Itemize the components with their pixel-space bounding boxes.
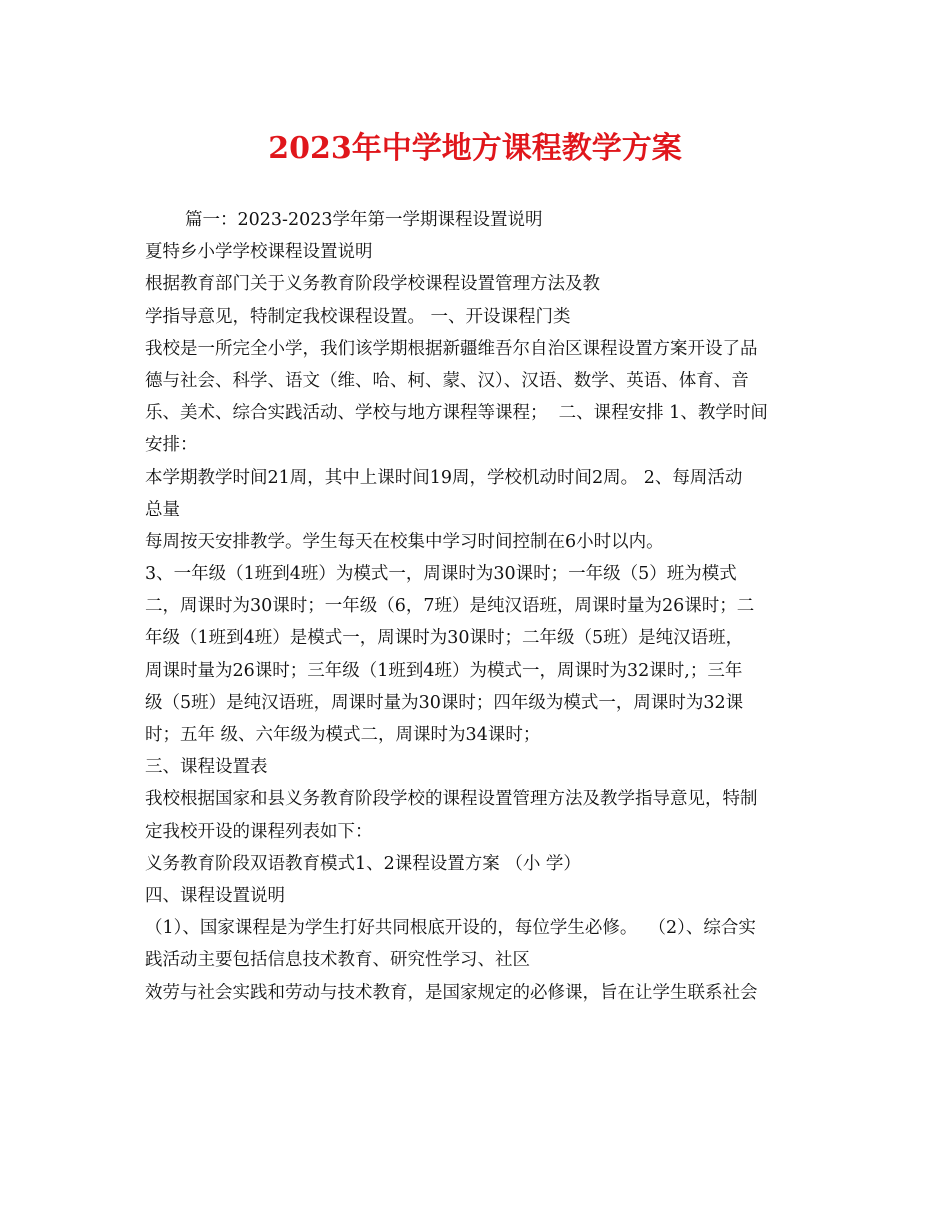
paragraph-line: 每周按天安排教学。学生每天在校集中学习时间控制在6小时以内。: [145, 531, 664, 552]
paragraph-line: 时；五年 级、六年级为模式二，周课时为34课时；: [145, 725, 541, 745]
paragraph-line: 级（5班）是纯汉语班，周课时量为30课时；四年级为模式一，周课时为32课: [145, 692, 744, 713]
paragraph-line: 三、课程设置表: [145, 757, 268, 778]
paragraph-line: 德与社会、科学、语文（维、哈、柯、蒙、汉）、汉语、数学、英语、体育、音: [145, 370, 749, 391]
paragraph-line: 我校根据国家和县义务教育阶段学校的课程设置管理方法及教学指导意见，特制: [145, 789, 758, 810]
paragraph-line: 根据教育部门关于义务教育阶段学校课程设置管理方法及教: [145, 274, 600, 295]
paragraph-line: 学指导意见，特制定我校课程设置。 一、开设课程门类: [145, 306, 571, 327]
paragraph-line: 年级（1班到4班）是模式一，周课时为30课时；二年级（5班）是纯汉语班，: [145, 628, 744, 649]
paragraph-line: 安排：: [145, 435, 198, 456]
paragraph-line: 效劳与社会实践和劳动与技术教育，是国家规定的必修课，旨在让学生联系社会: [145, 982, 758, 1003]
paragraph-line: 篇一：2023-2023学年第一学期课程设置说明: [185, 210, 543, 230]
paragraph-line: 义务教育阶段双语教育模式1、2课程设置方案 （小 学）: [145, 853, 581, 874]
paragraph-line: 乐、美术、综合实践活动、学校与地方课程等课程； 二、课程安排 1、教学时间: [145, 403, 768, 424]
paragraph-line: 总量: [145, 499, 180, 520]
document-title: 2023年中学地方课程教学方案: [268, 131, 682, 166]
paragraph-line: 我校是一所完全小学，我们该学期根据新疆维吾尔自治区课程设置方案开设了品: [145, 338, 758, 359]
paragraph-line: 3、一年级（1班到4班）为模式一，周课时为30课时；一年级（5）班为模式: [145, 564, 737, 585]
document-body: [145, 204, 815, 1009]
paragraph-line: 定我校开设的课程列表如下：: [145, 821, 373, 842]
paragraph-line: 周课时量为26课时；三年级（1班到4班）为模式一，周课时为32课时,；三年: [145, 660, 743, 681]
paragraph-line: （1）、国家课程是为学生打好共同根底开设的，每位学生必修。 （2）、综合实: [145, 918, 756, 939]
paragraph-line: 本学期教学时间21周，其中上课时间19周，学校机动时间2周。 2、每周活动: [145, 467, 743, 488]
paragraph-line: 二，周课时为30课时；一年级（6，7班）是纯汉语班，周课时量为26课时；二: [145, 596, 755, 617]
paragraph-line: 践活动主要包括信息技术教育、研究性学习、社区: [145, 950, 530, 971]
paragraph-line: 夏特乡小学学校课程设置说明: [145, 242, 373, 263]
paragraph-line: 四、课程设置说明: [145, 885, 285, 906]
